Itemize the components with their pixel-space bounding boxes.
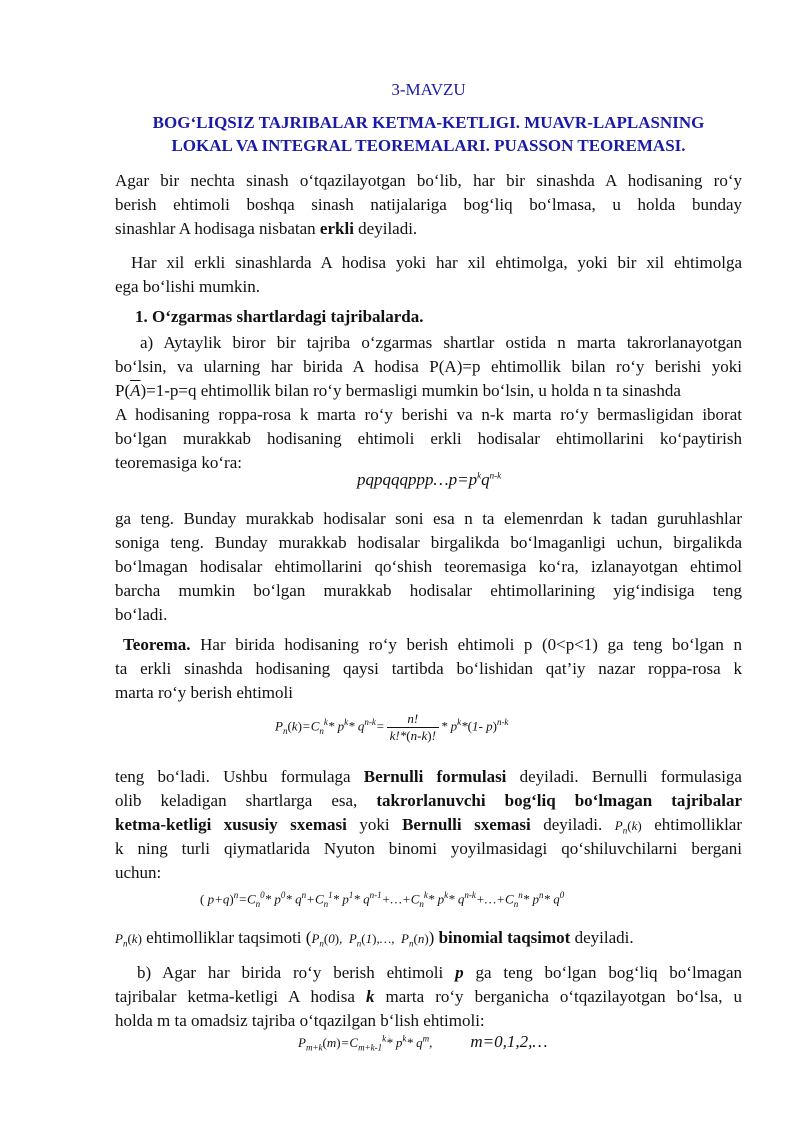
paragraph-b-line-3: holda m ta omadsiz tajriba o‘tqazilgan b‘lish ehtimoli: — [115, 1011, 485, 1030]
paragraph-a-line-1: a) Aytaylik biror bir tajriba o‘zgarmas shartlar ostida n marta takrorlanayotgan — [140, 333, 742, 352]
term-binomial-taqsimot: binomial taqsimot — [438, 928, 571, 947]
paragraph-3-line-4: barcha mumkin bo‘lgan murakkab hodisalar ehtimollarining yig‘indisiga teng — [115, 581, 742, 600]
paragraph-4-line-5: uchun: — [115, 863, 162, 882]
paragraph-a-line-6: teoremasiga ko‘ra: — [115, 453, 242, 472]
paragraph-1-line-2: berish ehtimoli boshqa sinash natijalariga bog‘liq bo‘lmasa, u holda bunday — [115, 195, 742, 214]
paragraph-b-line-2: tajribalar ketma-ketligi A hodisa k marta ro‘y berganicha o‘tqazilayotgan bo‘lsa, u — [115, 987, 743, 1006]
paragraph-3-line-3: bo‘lmagan hodisalar ehtimollarini qo‘shish teoremasiga ko‘ra, izlanayotgan ehtimol — [115, 557, 742, 576]
paragraph-5: $P_n(k)$ ehtimolliklar taqsimoti ($P_n(0)$, $P_n(1),\dots$, $P_n(n)$) binomial taqsimot deyiladi. — [115, 928, 634, 949]
formula-bernoulli: $P_n(k)=C_n^k*$ $p^k*$ $q^{n-k}=$ $\frac{n!}{k!*(n-k)!}$ * $p^k*(1-$ p)$^{n-k}$ — [275, 711, 509, 743]
theorem-line-1: Teorema. Har birida hodisaning ro‘y berish ehtimoli p (0<p<1) ga teng bo‘lgan n — [123, 635, 743, 654]
section-1-heading: 1. O‘zgarmas shartlardagi tajribalarda. — [135, 307, 424, 326]
theorem-label: Teorema. — [123, 635, 191, 654]
paragraph-a-line-3: $P(\overline{A})=1-p=q$ ehtimollik bilan ro‘y bermasligi mumkin bo‘lsin, u holda n ta sinashda — [115, 381, 681, 400]
term-bernulli-formulasi: Bernulli formulasi — [363, 767, 507, 786]
paragraph-a-line-2: bo‘lsin, va ularning har birida A hodisa P(A)=p ehtimollik bilan ro‘y berishi yoki — [115, 357, 742, 376]
title-line-1: BOG‘LIQSIZ TAJRIBALAR KETMA-KETLIGI. MUAVR-LAPLASNING — [152, 113, 705, 132]
term-erkli: erkli — [319, 219, 354, 238]
paragraph-3-line-5: bo‘ladi. — [115, 605, 168, 624]
paragraph-a-line-4: A hodisaning roppa-rosa k marta ro‘y berishi va n-k marta ro‘y bermasligidan iborat — [115, 405, 742, 424]
paragraph-b-line-1: b) Agar har birida ro‘y berish ehtimoli p ga teng bo‘lgan bog‘liq bo‘lmagan — [137, 963, 743, 982]
paragraph-4-line-2: olib keladigan shartlarga esa, takrorlanuvchi bog‘liq bo‘lmagan tajribalar — [115, 791, 743, 810]
paragraph-a-line-5: bo‘lgan murakkab hodisaning ehtimoli erkli hodisalar ehtimollarini ko‘paytirish — [115, 429, 742, 448]
paragraph-1-line-3: sinashlar A hodisaga nisbatan erkli deyiladi. — [115, 219, 418, 238]
paragraph-4-line-3: ketma-ketligi xususiy sxemasi yoki Bernulli sxemasi deyiladi. $P_n(k)$ ehtimolliklar — [115, 815, 743, 836]
paragraph-3-line-2: soniga teng. Bunday murakkab hodisalar birgalikda bo‘lmaganligi uchun, birgalikda — [115, 533, 742, 552]
title-line-2: LOKAL VA INTEGRAL TEOREMALARI. PUASSON TEOREMASI. — [171, 136, 686, 155]
theorem-line-3: marta ro‘y berish ehtimoli — [115, 683, 293, 702]
paragraph-4-line-1: teng bo‘ladi. Ushbu formulaga Bernulli formulasi deyiladi. Bernulli formulasiga — [115, 767, 742, 786]
paragraph-2-line-2: ega bo‘lishi mumkin. — [115, 277, 260, 296]
formula-negative-binomial: $P_{m+k}(m)=C_{m+k-1}^k*$ $p^k*$ $q^m$, m=0,1,2,… — [298, 1032, 548, 1053]
paragraph-1-line-1: Agar bir nechta sinash o‘tqazilayotgan bo‘lib, har bir sinashda A hodisaning ro‘y — [115, 171, 742, 190]
formula-binomial-expansion: ( $p+q)^n=C_n^0*$ $p^0*$ $q^n+C_n^1*$ $p^1*$ $q^{n-1}+\dots+C_n^k*$ $p^k*$ $q^{n-k}+\dots+C_n^n*$ $p^n*$ $q^0$ — [200, 890, 565, 909]
paragraph-2-line-1: Har xil erkli sinashlarda A hodisa yoki har xil ehtimolga, yoki bir xil ehtimolga — [131, 253, 742, 272]
topic-number: 3-MAVZU — [391, 80, 466, 99]
paragraph-3-line-1: ga teng. Bunday murakkab hodisalar soni esa n ta elemenrdan k tadan guruhlashlar — [115, 509, 742, 528]
formula-product: $pqpqqqppp\dots p=p^kq^{n-k}$ — [357, 470, 502, 489]
paragraph-4-line-4: k ning turli qiymatlarida Nyuton binomi yoyilmasidagi qo‘shiluvchilarni bergani — [115, 839, 742, 858]
theorem-line-2: ta erkli sinashda hodisaning qaysi tartibda bo‘lishidan qat’iy nazar roppa-rosa k — [115, 659, 742, 678]
